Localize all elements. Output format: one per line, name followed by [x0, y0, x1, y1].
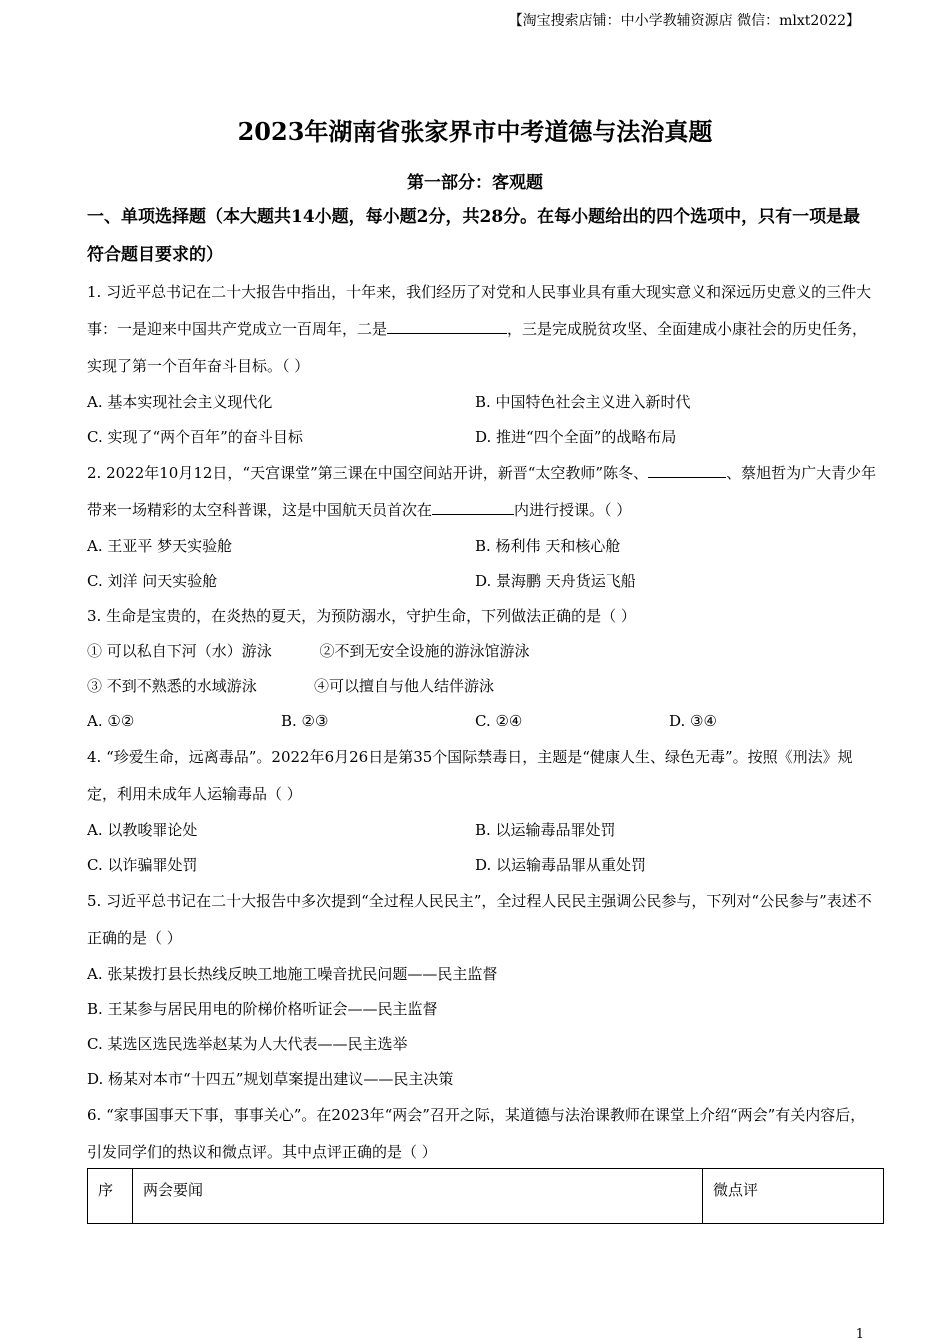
option-c: C. 某选区选民选举赵某为人大代表——民主选举 — [87, 1035, 408, 1053]
option-c: C. 实现了“两个百年”的奋斗目标 — [87, 428, 303, 446]
question-2 — [87, 455, 877, 529]
page-title: 2023年湖南省张家界市中考道德与法治真题 — [237, 117, 713, 146]
option-b: B. ②③ — [281, 712, 329, 730]
option-b: B. 王某参与居民用电的阶梯价格听证会——民主监督 — [87, 1000, 438, 1018]
answer-blank — [432, 498, 514, 515]
question-1-stem-b: ，三是完成脱贫攻坚、全面建成小康社会的历史任务，实现了第一个百年奋斗目标。（ ） — [87, 320, 868, 375]
question-3-statements-1: ① 可以私自下河（水）游泳 ②不到无安全设施的游泳馆游泳 — [87, 642, 530, 660]
option-b: B. 杨利伟 天和核心舱 — [475, 537, 621, 555]
question-1 — [87, 274, 877, 385]
question-2-options — [87, 529, 877, 564]
option-b: B. 以运输毒品罪处罚 — [475, 821, 616, 839]
option-a: A. 以教唆罪论处 — [87, 821, 198, 839]
question-2-stem-c: 内进行授课。（ ） — [514, 501, 632, 519]
question-2-stem-b: 、蔡旭哲为广大青少年带来一场精彩的太空科普课，这是中国航天员首次在 — [87, 464, 877, 519]
question-4-options-2 — [87, 848, 877, 883]
header-note: 【淘宝搜索店铺：中小学教辅资源店 微信：mlxt2022】 — [508, 13, 860, 29]
option-c: C. ②④ — [475, 712, 523, 730]
option-b: B. 中国特色社会主义进入新时代 — [475, 393, 691, 411]
answer-blank — [648, 461, 726, 478]
option-d: D. 景海鹏 天舟货运飞船 — [475, 572, 636, 590]
question-3-statements-2: ③ 不到不熟悉的水域游泳 ④可以擅自与他人结伴游泳 — [87, 677, 494, 695]
column-header-comment: 微点评 — [703, 1169, 884, 1224]
question-2-stem-a: 2. 2022年10月12日，“天宫课堂”第三课在中国空间站开讲，新晋“太空教师”陈冬、 — [87, 464, 649, 482]
option-c: C. 以诈骗罪处罚 — [87, 856, 198, 874]
option-a: A. ①② — [87, 712, 135, 730]
option-a: A. 张某拨打县长热线反映工地施工噪音扰民问题——民主监督 — [87, 965, 498, 983]
option-a: A. 王亚平 梦天实验舱 — [87, 537, 233, 555]
option-d: D. 杨某对本市“十四五”规划草案提出建议——民主决策 — [87, 1070, 454, 1088]
question-6-stem: 6. “家事国事天下事，事事关心”。在2023年“两会”召开之际，某道德与法治课教师在课堂上介绍“两会”有关内容后，引发同学们的热议和微点评。其中点评正确的是（ ） — [87, 1106, 866, 1161]
question-4-options — [87, 813, 877, 848]
question-5-stem: 5. 习近平总书记在二十大报告中多次提到“全过程人民民主”，全过程人民民主强调公民参与，下列对“公民参与”表述不正确的是（ ） — [87, 892, 872, 947]
page-number: 1 — [855, 1327, 864, 1342]
question-1-options-2 — [87, 420, 877, 455]
column-header-index: 序 — [88, 1169, 133, 1224]
question-4-stem: 4. “珍爱生命，远离毒品”。2022年6月26日是第35个国际禁毒日，主题是“健康人生、绿色无毒”。按照《刑法》规定，利用未成年人运输毒品（ ） — [87, 748, 853, 803]
section-heading: 一、单项选择题（本大题共14小题，每小题2分，共28分。在每小题给出的四个选项中，只有一项是最符合题目要求的） — [87, 207, 861, 265]
table-header-row — [88, 1169, 884, 1224]
question-3-stem: 3. 生命是宝贵的，在炎热的夏天，为预防溺水，守护生命，下列做法正确的是（ ） — [87, 607, 636, 625]
question-3-options — [87, 704, 877, 739]
news-table — [87, 1168, 884, 1224]
question-2-options-2 — [87, 564, 877, 599]
questions — [87, 198, 877, 1171]
option-d: D. 推进“四个全面”的战略布局 — [475, 428, 677, 446]
option-c: C. 刘洋 问天实验舱 — [87, 572, 218, 590]
option-d: D. 以运输毒品罪从重处罚 — [475, 856, 647, 874]
question-1-options — [87, 385, 877, 420]
option-a: A. 基本实现社会主义现代化 — [87, 393, 273, 411]
answer-blank — [387, 317, 507, 334]
option-d: D. ③④ — [669, 712, 717, 730]
question-1-stem-a: 1. 习近平总书记在二十大报告中指出，十年来，我们经历了对党和人民事业具有重大现实意义和深远历史意义的三件大事：一是迎来中国共产党成立一百周年，二是 — [87, 283, 872, 338]
column-header-news: 两会要闻 — [133, 1169, 703, 1224]
part-heading: 第一部分：客观题 — [407, 173, 543, 193]
